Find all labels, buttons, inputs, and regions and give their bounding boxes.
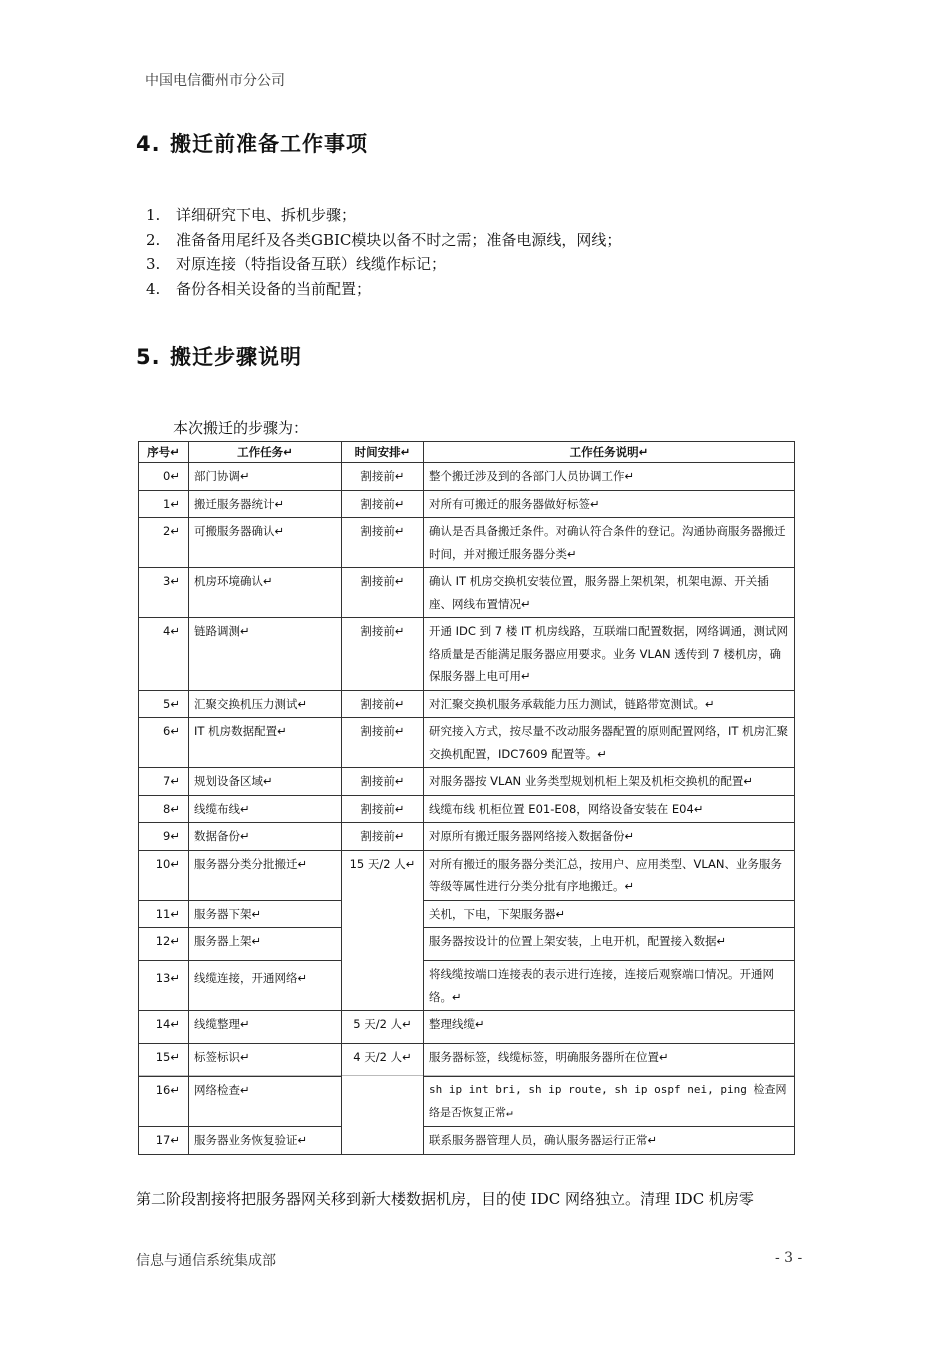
table-row: 2↵ 可搬服务器确认↵ 割接前↵ 确认是否具备搬迁条件。对确认符合条件的登记。沟通协商服务器搬迁时间，并对搬迁服务器分类↵	[139, 518, 795, 568]
table-row: 0↵ 部门协调↵ 割接前↵ 整个搬迁涉及到的各部门人员协调工作↵	[139, 463, 795, 491]
table-row: 4↵ 链路调测↵ 割接前↵ 开通 IDC 到 7 楼 IT 机房线路，互联端口配置数据，网络调通，测试网络质量是否能满足服务器应用要求。业务 VLAN 透传到 7 楼机房，确保服务器上电可用↵	[139, 618, 795, 691]
section-5-title: 搬迁步骤说明	[170, 345, 302, 369]
col-header-task: 工作任务↵	[189, 442, 342, 463]
section-5-heading	[136, 341, 302, 371]
steps-table	[138, 441, 795, 1155]
section-4-number: 4.	[136, 132, 161, 156]
table-row: 12↵ 服务器上架↵ 服务器按设计的位置上架安装，上电开机，配置接入数据↵	[139, 928, 795, 961]
col-header-no: 序号↵	[139, 442, 189, 463]
section-4-title: 搬迁前准备工作事项	[170, 132, 368, 156]
list-item: 3. 对原连接（特指设备互联）线缆作标记；	[146, 255, 447, 273]
table-row: 15↵ 标签标识↵ 4 天/2 人↵ 服务器标签，线缆标签，明确服务器所在位置↵	[139, 1044, 795, 1077]
table-row: 5↵ 汇聚交换机压力测试↵ 割接前↵ 对汇聚交换机服务承载能力压力测试，链路带宽测试。↵	[139, 690, 795, 718]
table-row: 3↵ 机房环境确认↵ 割接前↵ 确认 IT 机房交换机安装位置，服务器上架机架，机架电源、开关插座、网线布置情况↵	[139, 568, 795, 618]
body-paragraph: 第二阶段割接将把服务器网关移到新大楼数据机房，目的使 IDC 网络独立。清理 IDC 机房零	[136, 1190, 754, 1208]
steps-intro: 本次搬迁的步骤为：	[173, 419, 309, 437]
table-row: 17↵ 服务器业务恢复验证↵ 联系服务器管理人员，确认服务器运行正常↵	[139, 1127, 795, 1155]
section-5-number: 5.	[136, 345, 161, 369]
header-company: 中国电信衢州市分公司	[145, 73, 285, 89]
table-row: 14↵ 线缆整理↵ 5 天/2 人↵ 整理线缆↵	[139, 1011, 795, 1044]
col-header-desc: 工作任务说明↵	[424, 442, 795, 463]
steps-table-image	[138, 441, 795, 1147]
table-row: 7↵ 规划设备区域↵ 割接前↵ 对服务器按 VLAN 业务类型规划机柜上架及机柜交换机的配置↵	[139, 768, 795, 796]
table-row: 13↵ 线缆连接，开通网络↵ 将线缆按端口连接表的表示进行连接，连接后观察端口情况。开通网络。↵	[139, 961, 795, 1011]
table-row: 16↵ 网络检查↵ sh ip int bri, sh ip route, sh ip ospf nei, ping 检查网络是否恢复正常↵	[139, 1077, 795, 1127]
list-item: 4. 备份各相关设备的当前配置；	[146, 279, 372, 298]
table-row: 9↵ 数据备份↵ 割接前↵ 对原所有搬迁服务器网络接入数据备份↵	[139, 823, 795, 851]
table-row: 11↵ 服务器下架↵ 关机，下电，下架服务器↵	[139, 900, 795, 928]
section-4-heading	[136, 128, 368, 158]
table-row: 8↵ 线缆布线↵ 割接前↵ 线缆布线 机柜位置 E01-E08，网络设备安装在 E04↵	[139, 795, 795, 823]
table-row: 10↵ 服务器分类分批搬迁↵ 15 天/2 人↵ 对所有搬迁的服务器分类汇总，按用户、应用类型、VLAN、业务服务等级等属性进行分类分批有序地搬迁。↵	[139, 850, 795, 900]
footer-department: 信息与通信系统集成部	[136, 1253, 276, 1269]
table-header-row	[139, 442, 795, 463]
table-row: 6↵ IT 机房数据配置↵ 割接前↵ 研究接入方式，按尽量不改动服务器配置的原则配置网络，IT 机房汇聚交换机配置，IDC7609 配置等。↵	[139, 718, 795, 768]
table-row: 1↵ 搬迁服务器统计↵ 割接前↵ 对所有可搬迁的服务器做好标签↵	[139, 490, 795, 518]
list-item: 2. 准备备用尾纤及各类GBIC模块以备不时之需；准备电源线，网线；	[146, 230, 622, 249]
list-item: 1. 详细研究下电、拆机步骤；	[146, 206, 357, 224]
col-header-time: 时间安排↵	[342, 442, 424, 463]
prep-list	[146, 203, 621, 301]
footer-page-number: - 3 -	[775, 1250, 803, 1266]
